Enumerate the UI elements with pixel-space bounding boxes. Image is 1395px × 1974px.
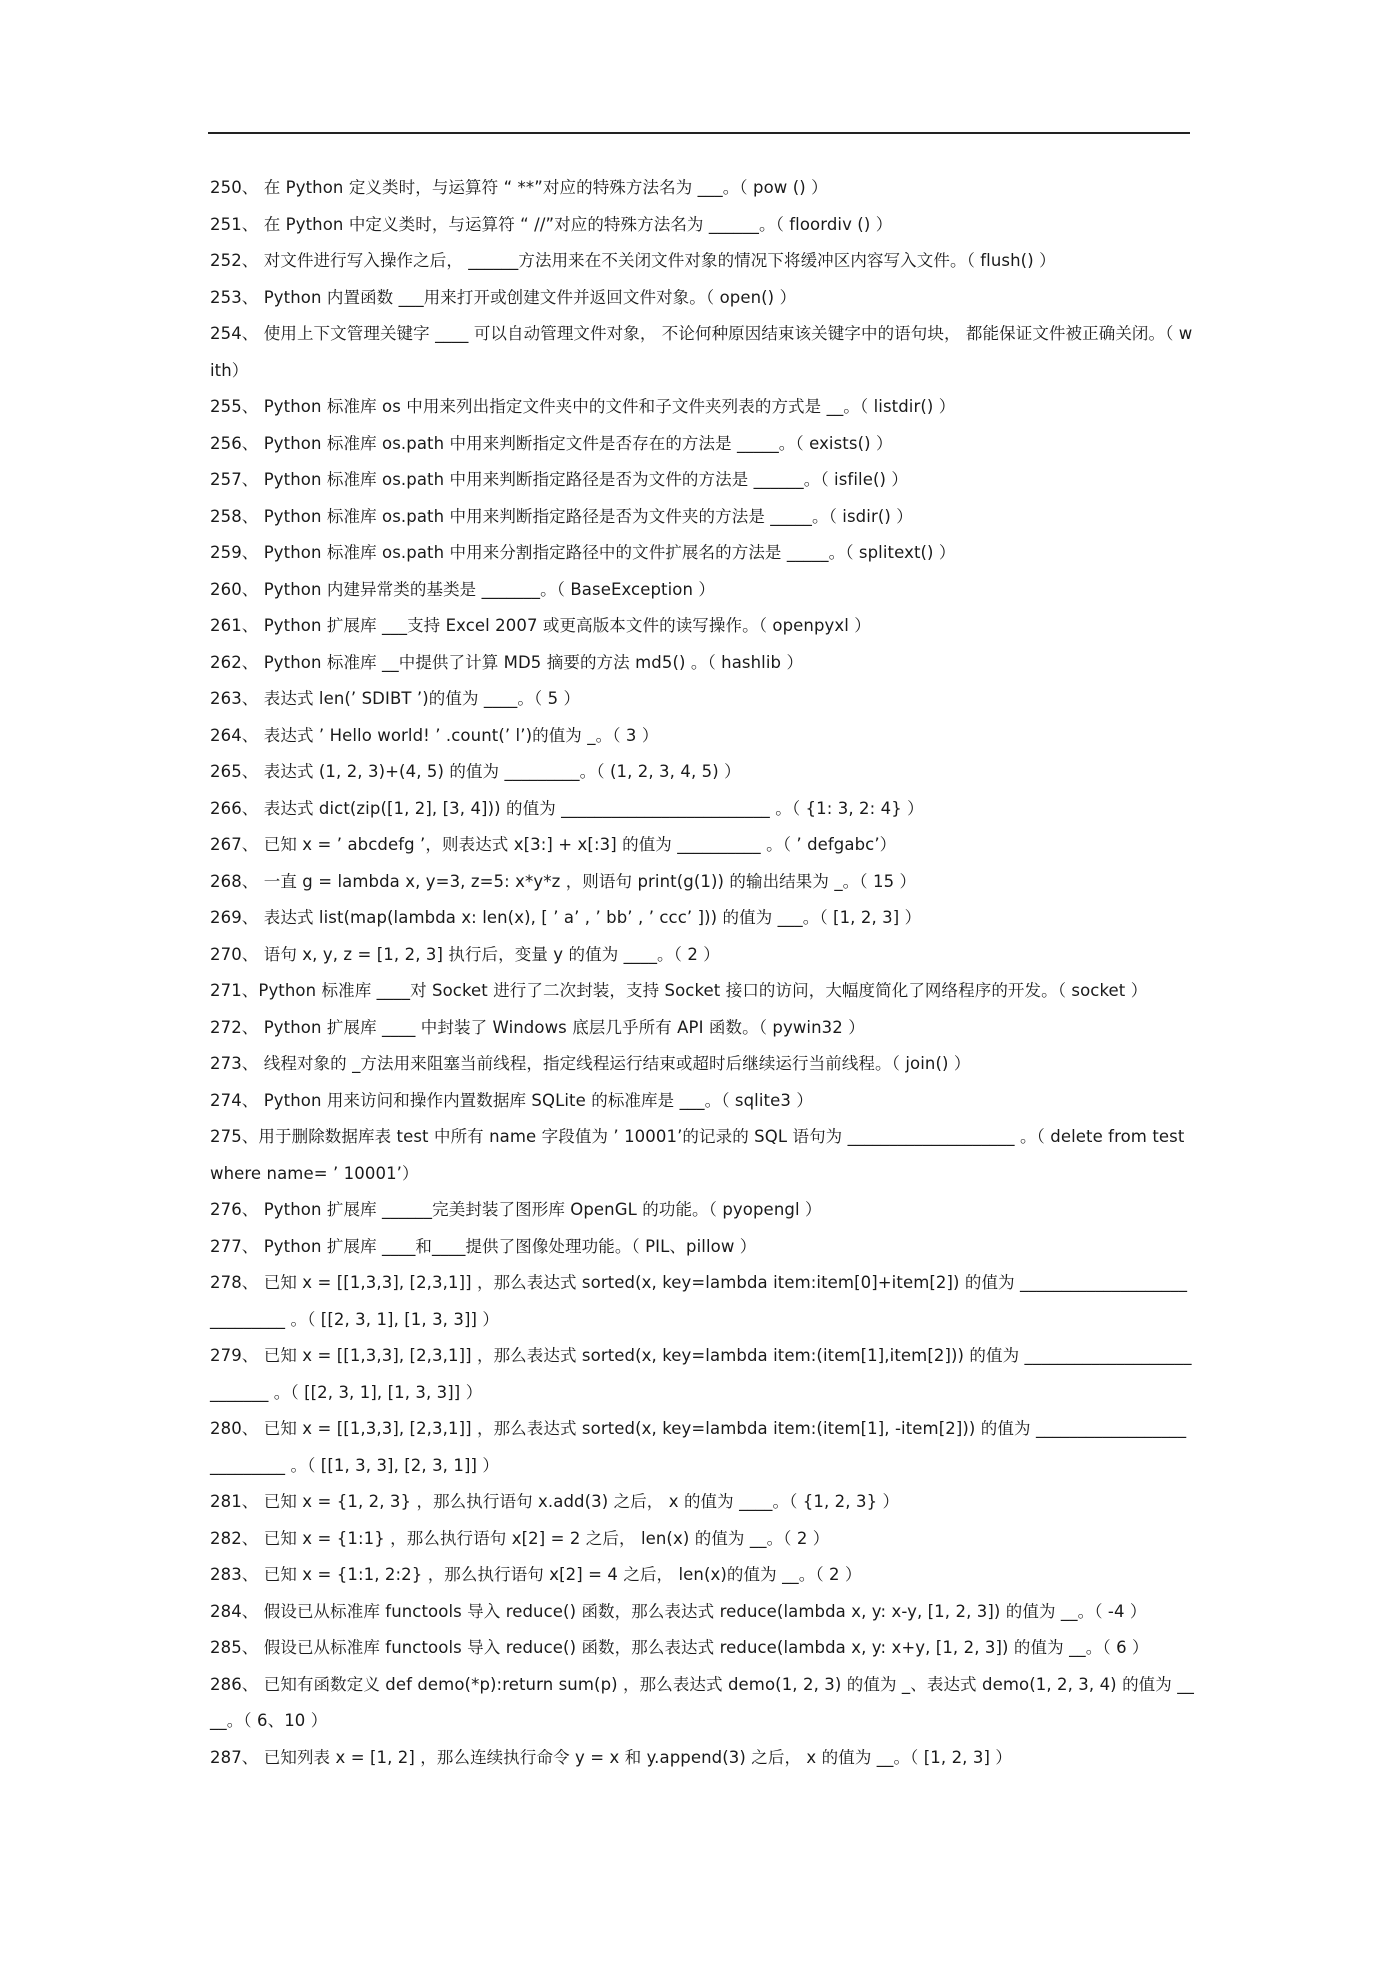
header-rule <box>208 132 1190 134</box>
question-251: 251、 在 Python 中定义类时，与运算符 “ //”对应的特殊方法名为 ______。（ floordiv () ） <box>210 214 893 234</box>
question-280: 280、 已知 x = [[1,3,3], [2,3,1]] ，那么表达式 sorted(x, key=lambda item:(item[1], -item[2])) 的值为 ___________________________ 。（ [[1, 3, 3], [2, 3, 1]] ） <box>210 1419 1187 1475</box>
question-272: 272、 Python 扩展库 ____ 中封装了 Windows 底层几乎所有 API 函数。（ pywin32 ） <box>210 1017 865 1037</box>
question-263: 263、 表达式 len(’ SDIBT ’)的值为 ____。（ 5 ） <box>210 689 581 708</box>
question-267: 267、 已知 x = ’ abcdefg ’，则表达式 x[3:] + x[:3] 的值为 __________ 。（ ’ defgabc’） <box>210 835 897 854</box>
question-273: 273、 线程对象的 _方法用来阻塞当前线程，指定线程运行结束或超时后继续运行当前线程。（ join() ） <box>210 1054 971 1073</box>
question-268: 268、 一直 g = lambda x, y=3, z=5: x*y*z ，则语句 print(g(1)) 的输出结果为 _。（ 15 ） <box>210 871 917 891</box>
question-254: 254、 使用上下文管理关键字 ____ 可以自动管理文件对象， 不论何种原因结束该关键字中的语句块， 都能保证文件被正确关闭。（ with） <box>210 324 1193 380</box>
question-266: 266、 表达式 dict(zip([1, 2], [3, 4])) 的值为 _________________________ 。（ {1: 3, 2: 4} ） <box>210 798 924 818</box>
question-282: 282、 已知 x = {1:1} ，那么执行语句 x[2] = 2 之后， len(x) 的值为 __。（ 2 ） <box>210 1528 830 1548</box>
question-265: 265、 表达式 (1, 2, 3)+(4, 5) 的值为 _________。（ (1, 2, 3, 4, 5) ） <box>210 762 741 781</box>
question-275: 275、用于删除数据库表 test 中所有 name 字段值为 ’ 10001’的记录的 SQL 语句为 ____________________ 。（ delete from test where name= ’ 10001’） <box>210 1127 1185 1183</box>
question-270: 270、 语句 x, y, z = [1, 2, 3] 执行后，变量 y 的值为 ____。（ 2 ） <box>210 944 720 964</box>
question-260: 260、 Python 内建异常类的基类是 _______。（ BaseException ） <box>210 579 715 599</box>
question-277: 277、 Python 扩展库 ____和____提供了图像处理功能。（ PIL、pillow ） <box>210 1236 757 1256</box>
question-285: 285、 假设已从标准库 functools 导入 reduce() 函数，那么表达式 reduce(lambda x, y: x+y, [1, 2, 3]) 的值为 __。（ 6 ） <box>210 1638 1149 1657</box>
question-286: 286、 已知有函数定义 def demo(*p):return sum(p) ，那么表达式 demo(1, 2, 3) 的值为 _、表达式 demo(1, 2, 3, 4) 的值为 ____。（ 6、10 ） <box>210 1674 1194 1730</box>
question-279: 279、 已知 x = [[1,3,3], [2,3,1]] ，那么表达式 sorted(x, key=lambda item:(item[1],item[2])) 的值为 ___________________________ 。（ [[2, 3, 1], [1, 3, 3]] ） <box>210 1346 1192 1402</box>
question-253: 253、 Python 内置函数 ___用来打开或创建文件并返回文件对象。（ open() ） <box>210 287 797 307</box>
question-281: 281、 已知 x = {1, 2, 3} ，那么执行语句 x.add(3) 之后， x 的值为 ____。（ {1, 2, 3} ） <box>210 1492 900 1511</box>
question-274: 274、 Python 用来访问和操作内置数据库 SQLite 的标准库是 ___。（ sqlite3 ） <box>210 1090 813 1110</box>
question-261: 261、 Python 扩展库 ___支持 Excel 2007 或更高版本文件的读写操作。（ openpyxl ） <box>210 616 871 635</box>
question-257: 257、 Python 标准库 os.path 中用来判断指定路径是否为文件的方法是 ______。（ isfile() ） <box>210 470 908 489</box>
question-252: 252、 对文件进行写入操作之后， ______方法用来在不关闭文件对象的情况下将缓冲区内容写入文件。（ flush() ） <box>210 251 1056 270</box>
question-255: 255、 Python 标准库 os 中用来列出指定文件夹中的文件和子文件夹列表的方式是 __。（ listdir() ） <box>210 397 956 416</box>
question-258: 258、 Python 标准库 os.path 中用来判断指定路径是否为文件夹的方法是 _____。（ isdir() ） <box>210 506 913 526</box>
question-list <box>210 170 1194 1776</box>
question-276: 276、 Python 扩展库 ______完美封装了图形库 OpenGL 的功能。（ pyopengl ） <box>210 1200 822 1219</box>
question-278: 278、 已知 x = [[1,3,3], [2,3,1]] ，那么表达式 sorted(x, key=lambda item:item[0]+item[2]) 的值为 _____________________________ 。（ [[2, 3, 1], [1, 3, 3]] ） <box>210 1273 1188 1329</box>
question-287: 287、 已知列表 x = [1, 2] ，那么连续执行命令 y = x 和 y.append(3) 之后， x 的值为 __。（ [1, 2, 3] ） <box>210 1747 1012 1767</box>
question-262: 262、 Python 标准库 __中提供了计算 MD5 摘要的方法 md5() 。（ hashlib ） <box>210 652 804 672</box>
question-264: 264、 表达式 ’ Hello world! ’ .count(’ l’)的值为 _。（ 3 ） <box>210 725 659 745</box>
question-269: 269、 表达式 list(map(lambda x: len(x), [ ’ a’ , ’ bb’ , ’ ccc’ ])) 的值为 ___。（ [1, 2, 3] ） <box>210 908 922 927</box>
question-284: 284、 假设已从标准库 functools 导入 reduce() 函数，那么表达式 reduce(lambda x, y: x-y, [1, 2, 3]) 的值为 __。（ -4 ） <box>210 1601 1147 1621</box>
question-283: 283、 已知 x = {1:1, 2:2} ，那么执行语句 x[2] = 4 之后， len(x)的值为 __。（ 2 ） <box>210 1565 862 1584</box>
question-259: 259、 Python 标准库 os.path 中用来分割指定路径中的文件扩展名的方法是 _____。（ splitext() ） <box>210 543 956 562</box>
question-256: 256、 Python 标准库 os.path 中用来判断指定文件是否存在的方法是 _____。（ exists() ） <box>210 433 893 453</box>
question-250: 250、 在 Python 定义类时，与运算符 “ **”对应的特殊方法名为 ___。（ pow () ） <box>210 178 828 197</box>
question-271: 271、Python 标准库 ____对 Socket 进行了二次封装，支持 Socket 接口的访问，大幅度简化了网络程序的开发。（ socket ） <box>210 981 1148 1000</box>
